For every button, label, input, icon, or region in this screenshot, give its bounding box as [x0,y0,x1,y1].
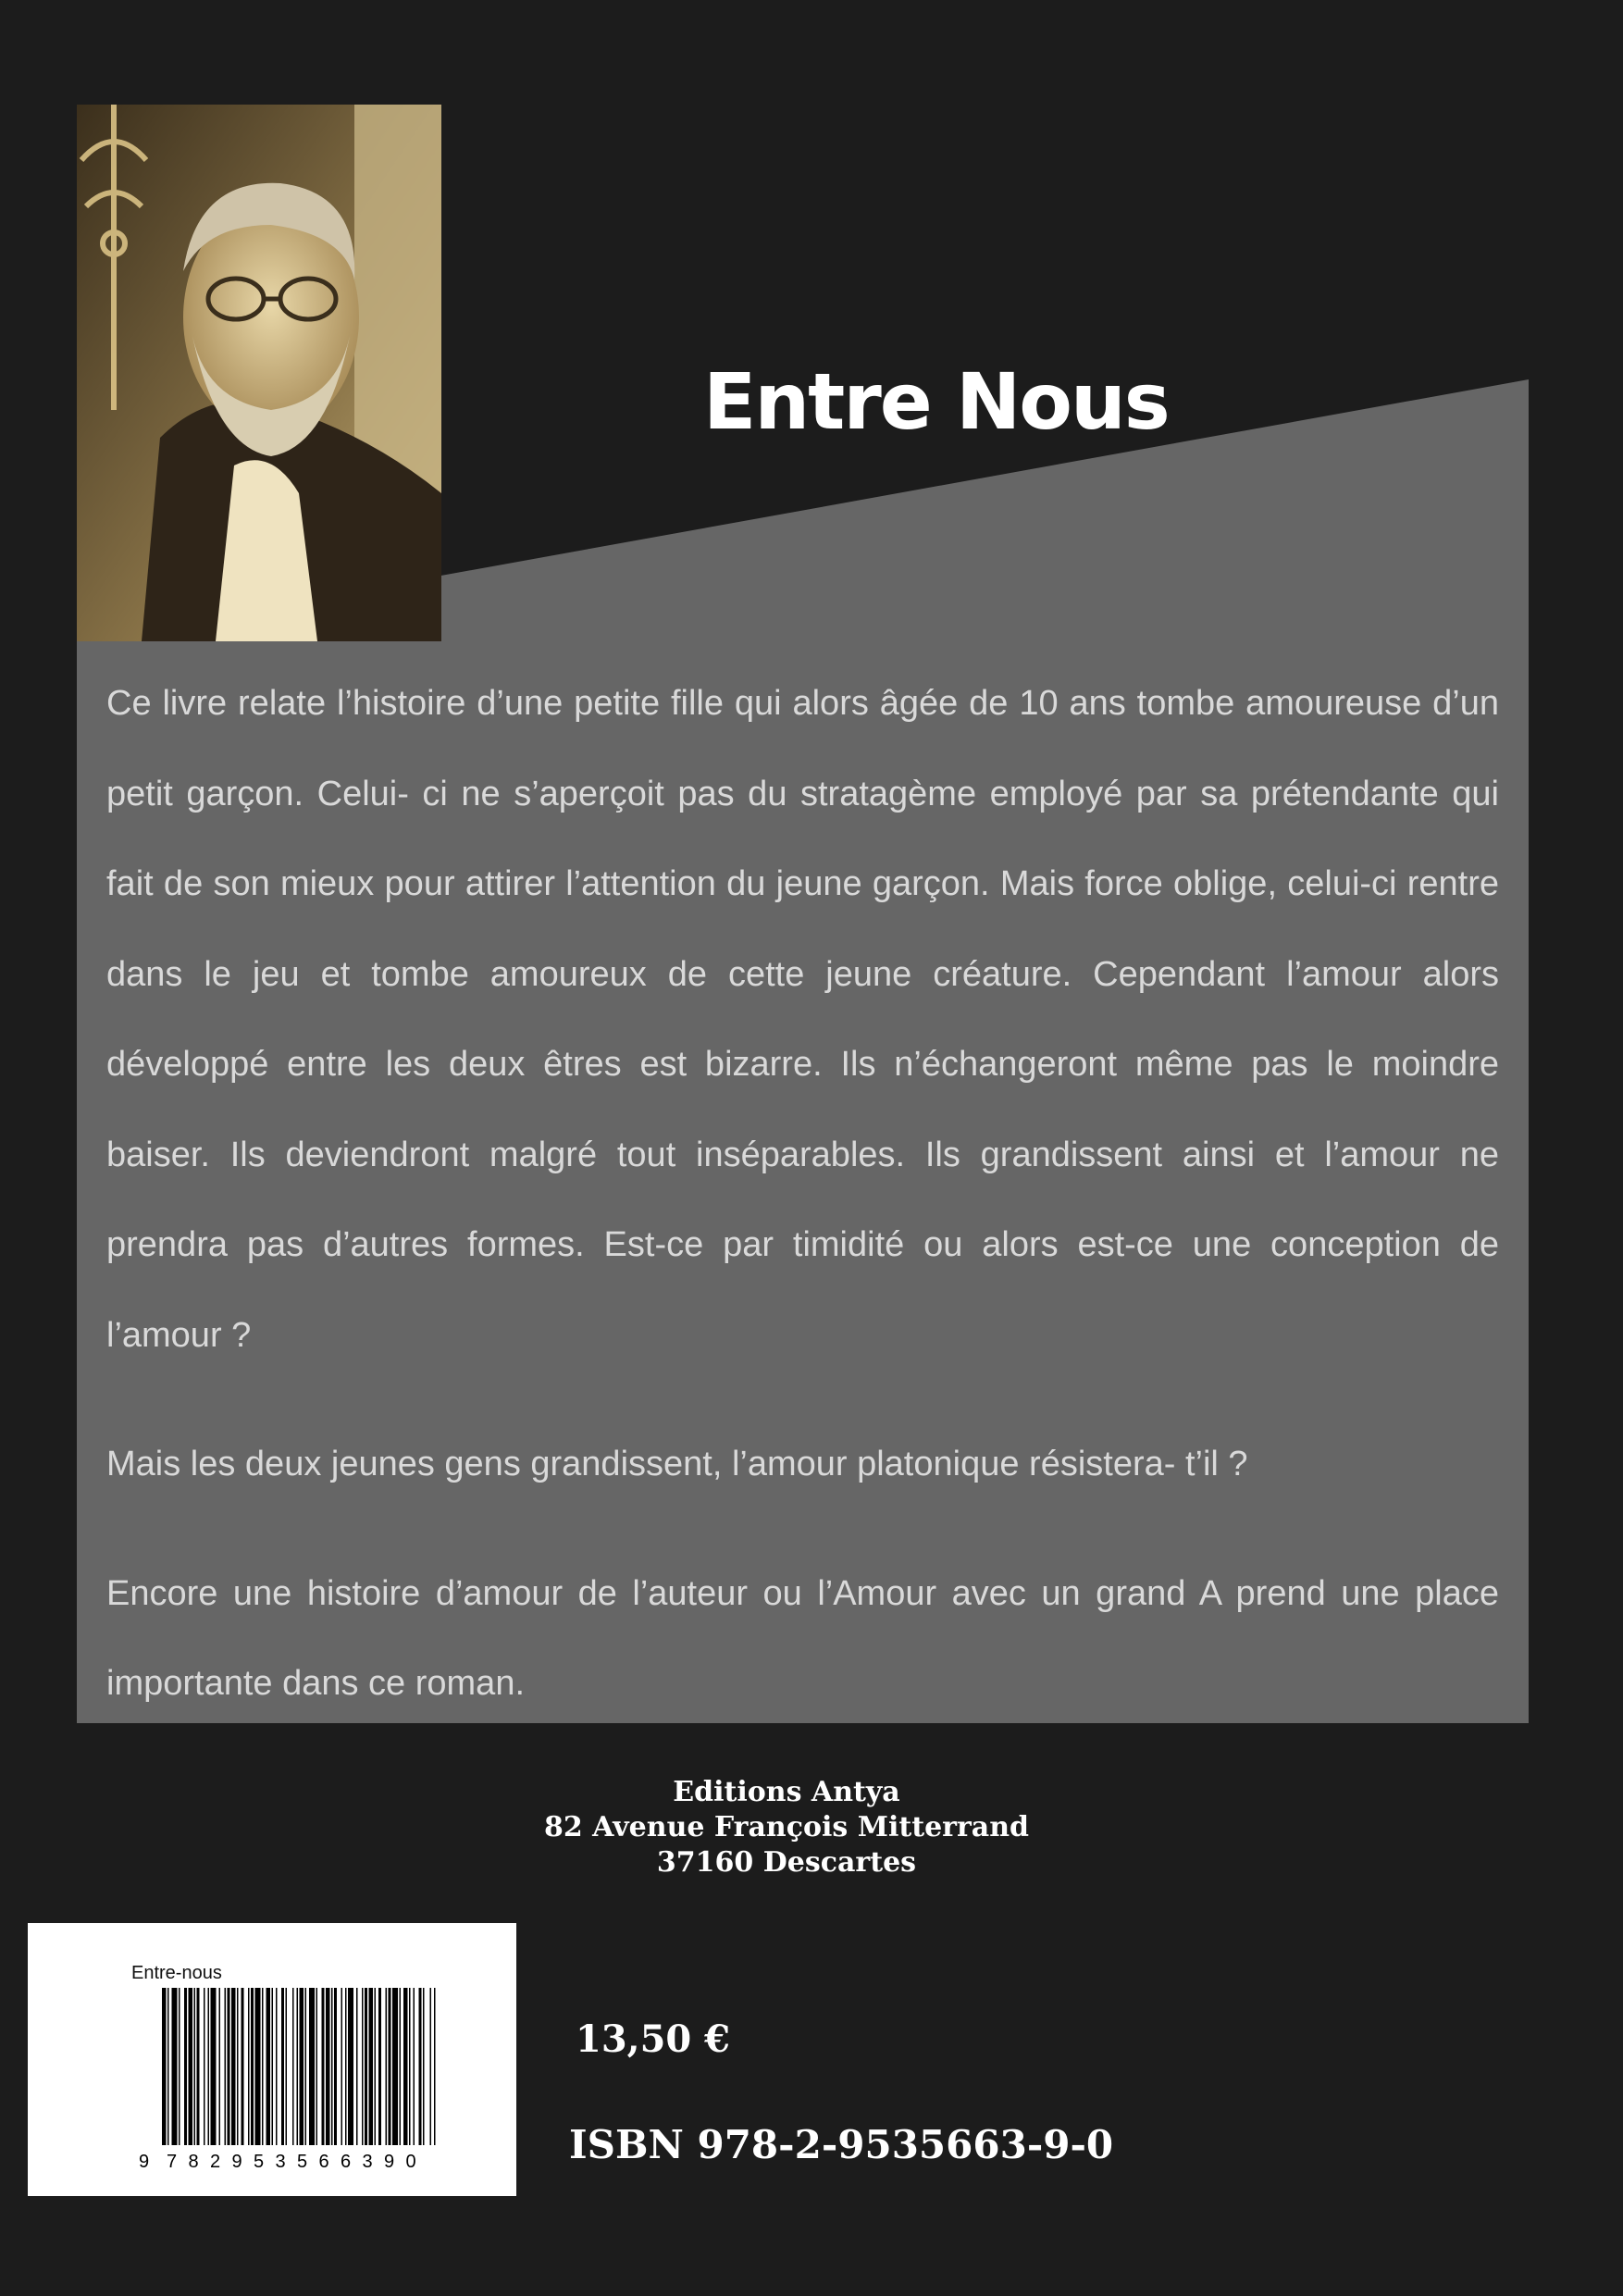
barcode-bar [208,1988,210,2145]
barcode-bar [348,1988,353,2145]
barcode-bar [392,1988,398,2145]
author-portrait-icon [77,105,441,641]
barcode-bar [434,1988,436,2145]
barcode-bar [316,1988,318,2145]
barcode-digit: 9 [139,2152,150,2172]
barcode-bar [189,1988,193,2145]
barcode-bar [322,1988,325,2145]
barcode-bar [231,1988,236,2145]
publisher-name: Editions Antya [673,1776,900,1808]
barcode-bar [365,1988,367,2145]
isbn: ISBN 978-2-9535663-9-0 [569,2122,1114,2167]
barcode-bar [272,1988,274,2145]
barcode-bar [204,1988,205,2145]
barcode-digit: 6 [318,2152,329,2172]
barcode-bar [179,1988,180,2145]
barcode-bar [266,1988,271,2145]
author-photo [77,105,441,641]
barcode-icon [102,1988,444,2173]
barcode-digit: 6 [341,2152,352,2172]
barcode-label: Entre-nous [131,1963,222,1983]
barcode-bar [345,1988,347,2145]
barcode-bar [228,1988,230,2145]
barcode-bar [400,1988,402,2145]
barcode-bar [409,1988,411,2145]
barcode-bar [281,1988,284,2145]
book-blurb [106,659,1499,1730]
barcode-bar [423,1988,425,2145]
barcode-bar [386,1988,388,2145]
barcode-bar [362,1988,364,2145]
barcode-digit: 9 [384,2152,395,2172]
barcode-bar [378,1988,381,2145]
barcode-digit: 3 [362,2152,373,2172]
blurb-paragraph-2: Mais les deux jeunes gens grandissent, l’amour platonique résistera- t’il ? [106,1445,1248,1483]
barcode-digit: 0 [405,2152,416,2172]
barcode-bar [375,1988,377,2145]
barcode-bar [262,1988,264,2145]
barcode-bar [331,1988,333,2145]
barcode-bar [286,1988,288,2145]
publisher-street: 82 Avenue François Mitterrand [543,1811,1029,1843]
barcode-bar [211,1988,217,2145]
barcode-bar [197,1988,200,2145]
publisher-city: 37160 Descartes [656,1846,917,1879]
barcode-bar [255,1988,261,2145]
barcode-bar [292,1988,294,2145]
barcode-bar [309,1988,315,2145]
barcode-bar [225,1988,227,2145]
barcode-bar [300,1988,304,2145]
barcode-bar [419,1988,422,2145]
barcode-bar [167,1988,169,2145]
barcode-bar [389,1988,391,2145]
barcode-bar [430,1988,432,2145]
barcode-bar [414,1988,415,2145]
barcode-bar [162,1988,167,2145]
barcode-bar [194,1988,196,2145]
barcode-bar [237,1988,239,2145]
barcode-digit: 7 [167,2152,178,2172]
publisher-info [509,1775,1064,1880]
barcode-bar [172,1988,178,2145]
barcode-box [28,1923,516,2196]
barcode-bar [251,1988,254,2145]
barcode-bar [276,1988,278,2145]
barcode-digit: 2 [210,2152,221,2172]
barcode-bar [219,1988,221,2145]
barcode-bar [326,1988,330,2145]
barcode-digit: 5 [254,2152,265,2172]
barcode-bar [403,1988,408,2145]
barcode-bar [248,1988,250,2145]
barcode-bar [242,1988,244,2145]
barcode-bar [334,1988,337,2145]
price: 13,50 € [576,2017,731,2061]
barcode-bar [369,1988,374,2145]
barcode-bar [356,1988,358,2145]
blurb-paragraph-3: Encore une histoire d’amour de l’auteur ou l’Amour avec un grand A prend une place importante dans ce roman. [106,1573,1499,1703]
barcode-bar [341,1988,343,2145]
barcode-digit: 8 [188,2152,199,2172]
barcode-bar [184,1988,187,2145]
barcode-bar [305,1988,307,2145]
barcode-digit: 9 [231,2152,242,2172]
book-title: Entre Nous [703,356,1169,447]
blurb-paragraph-1: Ce livre relate l’histoire d’une petite fille qui alors âgée de 10 ans tombe amoureuse d’un petit garçon. Celui- ci ne s’aperçoit pas du stratagème employé par sa prétendante qui fait de son mieux pour attirer l’attention du jeune garçon. Mais force oblige, celui-ci rentre dans le jeu et tombe amoureux de cette jeune créature. Cependant l’amour alors développé entre les deux êtres est bizarre. Ils n’échangeront même pas le moindre baiser. Ils deviendront malgré tout inséparables. Ils grandissent ainsi et l’amour ne prendra pas d’autres formes. Est-ce par timidité ou alors est-ce une conception de l’amour ? [106,684,1499,1355]
barcode-digit: 3 [275,2152,286,2172]
barcode-digit: 5 [297,2152,308,2172]
barcode-bar [297,1988,299,2145]
